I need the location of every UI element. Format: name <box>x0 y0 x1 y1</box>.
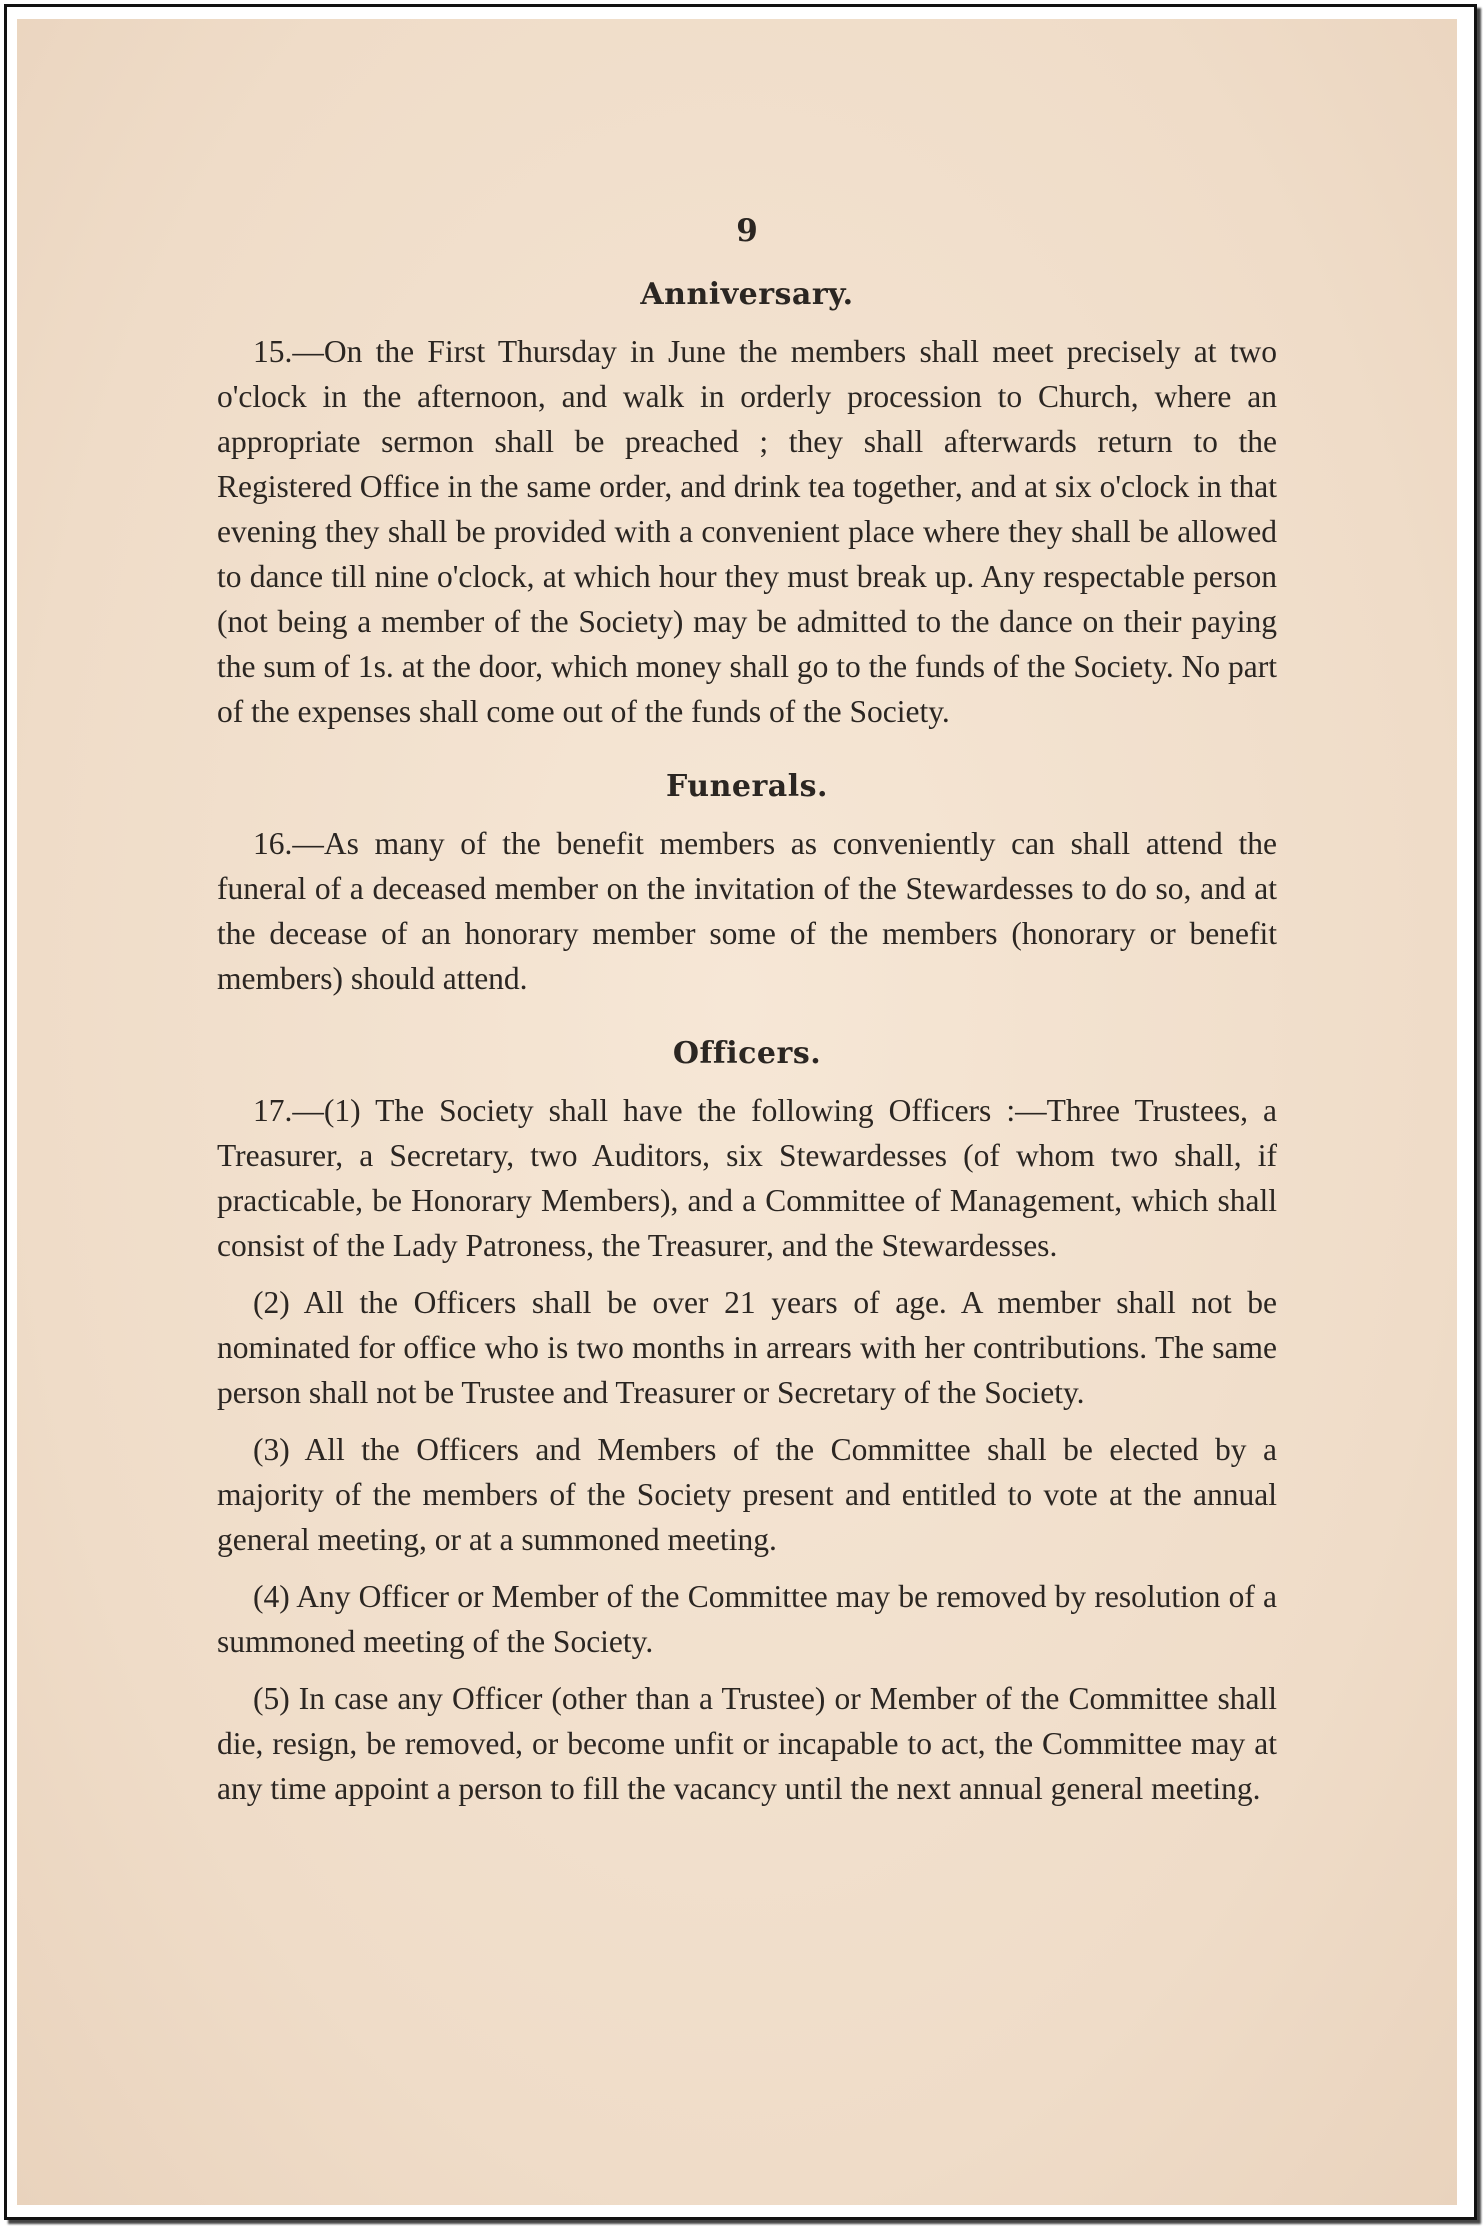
paragraph-17-4: (4) Any Officer or Member of the Committee may be removed by resolution of a summoned meeting of the Society. <box>217 1579 1277 1659</box>
paragraph-17-3: (3) All the Officers and Members of the Committee shall be elected by a majority of the members of the Society present and entitled to vote at the annual general meeting, or at a summoned meeting. <box>217 1432 1277 1557</box>
document-page <box>17 19 1457 2205</box>
paragraph-17-5: (5) In case any Officer (other than a Trustee) or Member of the Committee shall die, resign, be removed, or become unfit or incapable to act, the Committee may at any time appoint a person to fill the vacancy until the next annual general meeting. <box>217 1681 1277 1806</box>
page-content <box>217 209 1277 1823</box>
heading-officers: Officers. <box>672 1036 822 1071</box>
page-number: 9 <box>736 213 758 249</box>
paragraph-17-2: (2) All the Officers shall be over 21 years of age. A member shall not be nominated for office who is two months in arrears with her contributions. The same person shall not be Trustee and Treasurer or Secretary of the Society. <box>217 1285 1277 1410</box>
heading-funerals: Funerals. <box>666 769 828 804</box>
heading-anniversary: Anniversary. <box>640 277 854 312</box>
paragraph-15: 15.—On the First Thursday in June the members shall meet precisely at two o'clock in the afternoon, and walk in orderly procession to Church, where an appropriate sermon shall be preached ; they shall afterwards return to the Registered Office in the same order, and drink tea together, and at six o'clock in that evening they shall be provided with a convenient place where they shall be allowed to dance till nine o'clock, at which hour they must break up. Any respectable person (not being a member of the Society) may be admitted to the dance on their paying the sum of 1s. at the door, which money shall go to the funds of the Society. No part of the expenses shall come out of the funds of the Society. <box>217 334 1277 729</box>
paragraph-16: 16.—As many of the benefit members as conveniently can shall attend the funeral of a deceased member on the invitation of the Stewardesses to do so, and at the decease of an honorary member some of the members (honorary or benefit members) should attend. <box>217 826 1277 996</box>
paragraph-17-1: 17.—(1) The Society shall have the following Officers :—Three Trustees, a Treasurer, a Secretary, two Auditors, six Stewardesses (of whom two shall, if practicable, be Honorary Members), and a Committee of Management, which shall consist of the Lady Patroness, the Treasurer, and the Stewardesses. <box>217 1093 1277 1263</box>
photo-frame <box>4 4 1477 2220</box>
